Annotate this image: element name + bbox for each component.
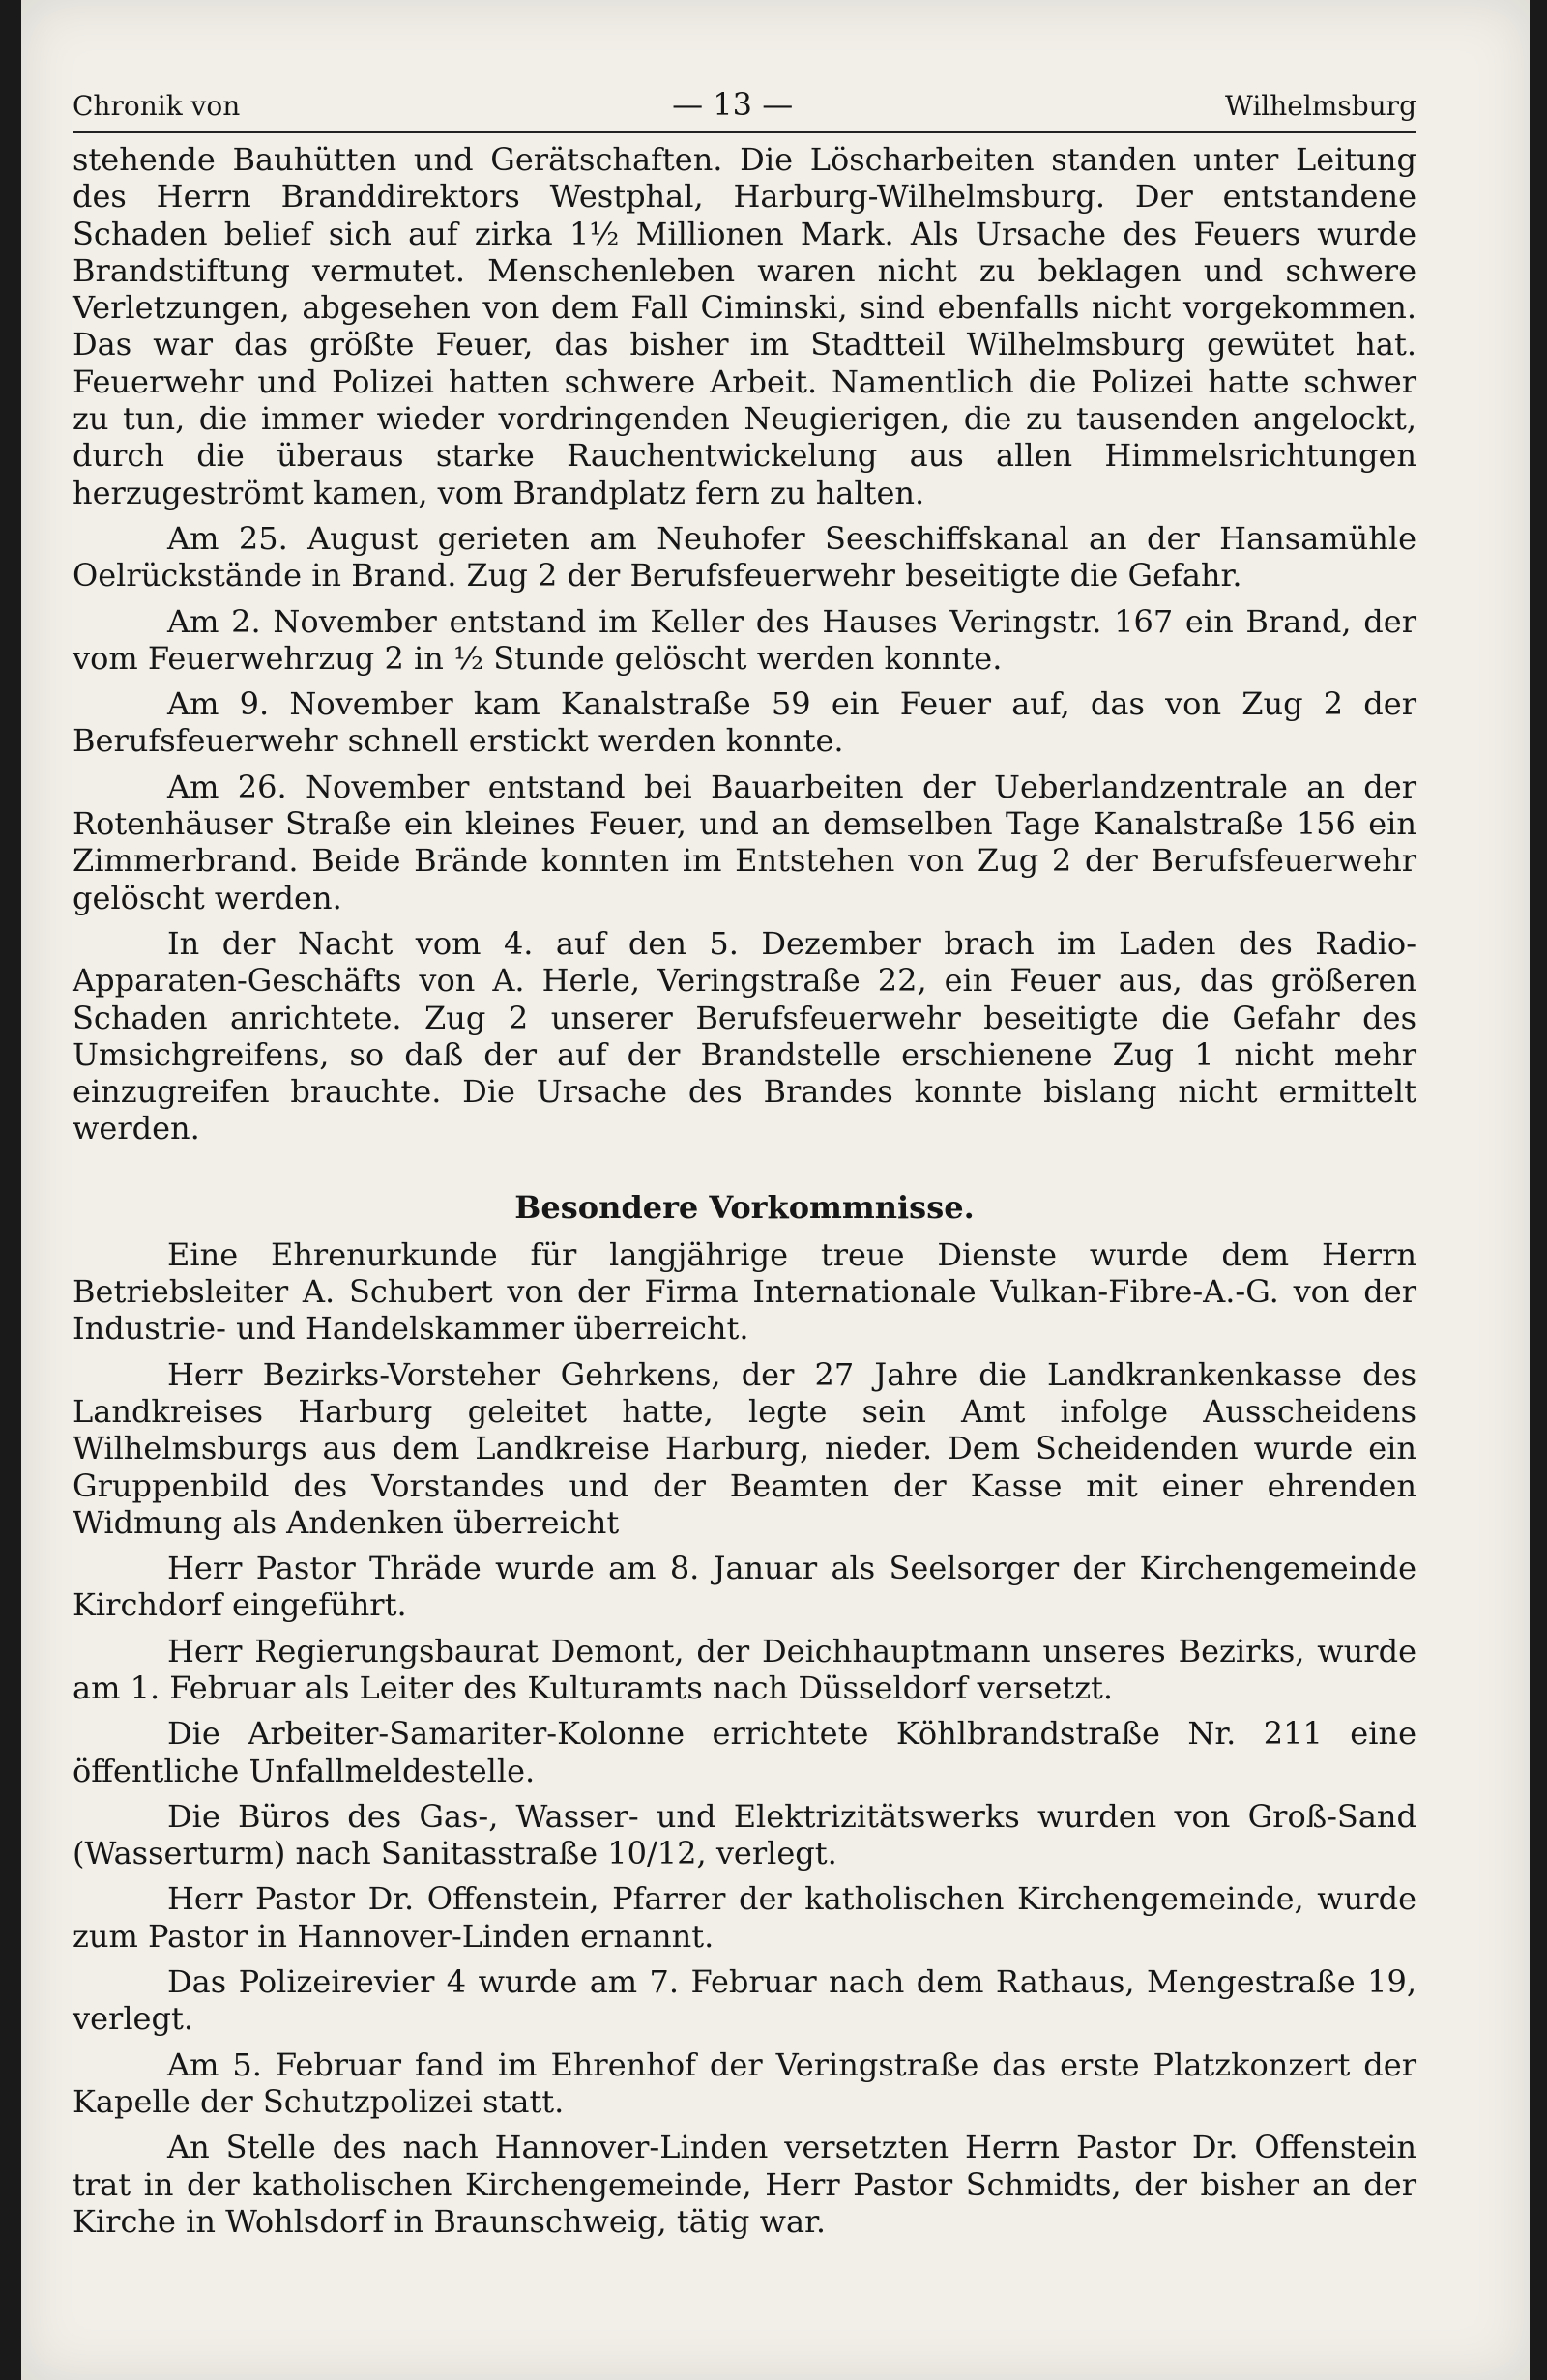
- paragraph: Am 9. November kam Kanalstraße 59 ein Feuer auf, das von Zug 2 der Berufsfeuerwehr schnell erstickt werden konnte.: [73, 685, 1416, 760]
- header-right: Wilhelmsburg: [1225, 90, 1416, 122]
- paragraph: Am 25. August gerieten am Neuhofer Seeschiffskanal an der Hansamühle Oelrückstände in Brand. Zug 2 der Berufsfeuerwehr beseitigte die Gefahr.: [73, 519, 1416, 595]
- paragraph: Herr Pastor Thräde wurde am 8. Januar als Seelsorger der Kirchengemeinde Kirchdorf eingeführt.: [73, 1550, 1416, 1624]
- paragraph: Herr Pastor Dr. Offenstein, Pfarrer der katholischen Kirchengemeinde, wurde zum Pastor in Hannover-Linden ernannt.: [73, 1880, 1416, 1955]
- paragraph: In der Nacht vom 4. auf den 5. Dezember brach im Laden des Radio-Apparaten-Geschäfts von A. Herle, Veringstraße 22, ein Feuer aus, das größeren Schaden anrichtete. Zug 2 unserer Berufsfeuerwehr beseitigte die Gefahr des Umsichgreifens, so daß der auf der Brandstelle erschienene Zug 1 nicht mehr einzugreifen brauchte. Die Ursache des Brandes konnte bislang nicht ermittelt werden.: [73, 924, 1416, 1147]
- page-body: [73, 141, 1416, 2240]
- page-number: — 13 —: [672, 86, 794, 123]
- paragraph: Herr Bezirks-Vorsteher Gehrkens, der 27 Jahre die Landkrankenkasse des Landkreises Harburg geleitet hatte, legte sein Amt infolge Ausscheidens Wilhelmsburgs aus dem Landkreise Harburg, nieder. Dem Scheidenden wurde ein Gruppenbild des Vorstandes und der Beamten der Kasse mit einer ehrenden Widmung als Andenken überreicht: [73, 1355, 1416, 1541]
- paragraph: Am 5. Februar fand im Ehrenhof der Veringstraße das erste Platzkonzert der Kapelle der Schutzpolizei statt.: [73, 2046, 1416, 2120]
- section-heading: Besondere Vorkommnisse.: [514, 1188, 975, 1226]
- paragraph: Am 26. November entstand bei Bauarbeiten der Ueberlandzentrale an der Rotenhäuser Straße ein kleines Feuer, und an demselben Tage Kanalstraße 156 ein Zimmerbrand. Beide Brände konnten im Entstehen von Zug 2 der Berufsfeuerwehr gelöscht werden.: [73, 768, 1416, 916]
- paragraph: Die Büros des Gas-, Wasser- und Elektrizitätswerks wurden von Groß-Sand (Wasserturm) nach Sanitasstraße 10/12, verlegt.: [73, 1797, 1416, 1872]
- paragraph: Herr Regierungsbaurat Demont, der Deichhauptmann unseres Bezirks, wurde am 1. Februar als Leiter des Kulturamts nach Düsseldorf versetzt.: [73, 1632, 1416, 1706]
- running-header: [73, 85, 1416, 128]
- page-content: [73, 85, 1416, 2249]
- header-rule: [73, 131, 1416, 133]
- scanned-page: [21, 0, 1530, 2380]
- paragraph: Am 2. November entstand im Keller des Hauses Veringstr. 167 ein Brand, der vom Feuerwehrzug 2 in ½ Stunde gelöscht werden konnte.: [73, 602, 1416, 677]
- paragraph: An Stelle des nach Hannover-Linden versetzten Herrn Pastor Dr. Offenstein trat in der katholischen Kirchengemeinde, Herr Pastor Schmidts, der bisher an der Kirche in Wohlsdorf in Braunschweig, tätig war.: [73, 2129, 1416, 2240]
- header-left: Chronik von: [73, 90, 241, 122]
- paragraph: Das Polizeirevier 4 wurde am 7. Februar nach dem Rathaus, Mengestraße 19, verlegt.: [73, 1963, 1416, 2038]
- paragraph: Eine Ehrenurkunde für langjährige treue Dienste wurde dem Herrn Betriebsleiter A. Schubert von der Firma Internationale Vulkan-Fibre-A.-G. von der Industrie- und Handelskammer überreicht.: [73, 1235, 1416, 1348]
- paragraph: stehende Bauhütten und Gerätschaften. Die Löscharbeiten standen unter Leitung des Herrn Branddirektors Westphal, Harburg-Wilhelmsburg. Der entstandene Schaden belief sich auf zirka 1½ Millionen Mark. Als Ursache des Feuers wurde Brandstiftung vermutet. Menschenleben waren nicht zu beklagen und schwere Verletzungen, abgesehen von dem Fall Ciminski, sind ebenfalls nicht vorgekommen. Das war das größte Feuer, das bisher im Stadtteil Wilhelmsburg gewütet hat. Feuerwehr und Polizei hatten schwere Arbeit. Namentlich die Polizei hatte schwer zu tun, die immer wieder vordringenden Neugierigen, die zu tausenden angelockt, durch die überaus starke Rauchentwickelung aus allen Himmelsrichtungen herzugeströmt kamen, vom Brandplatz fern zu halten.: [73, 141, 1416, 511]
- paragraph: Die Arbeiter-Samariter-Kolonne errichtete Köhlbrandstraße Nr. 211 eine öffentliche Unfallmeldestelle.: [73, 1715, 1416, 1789]
